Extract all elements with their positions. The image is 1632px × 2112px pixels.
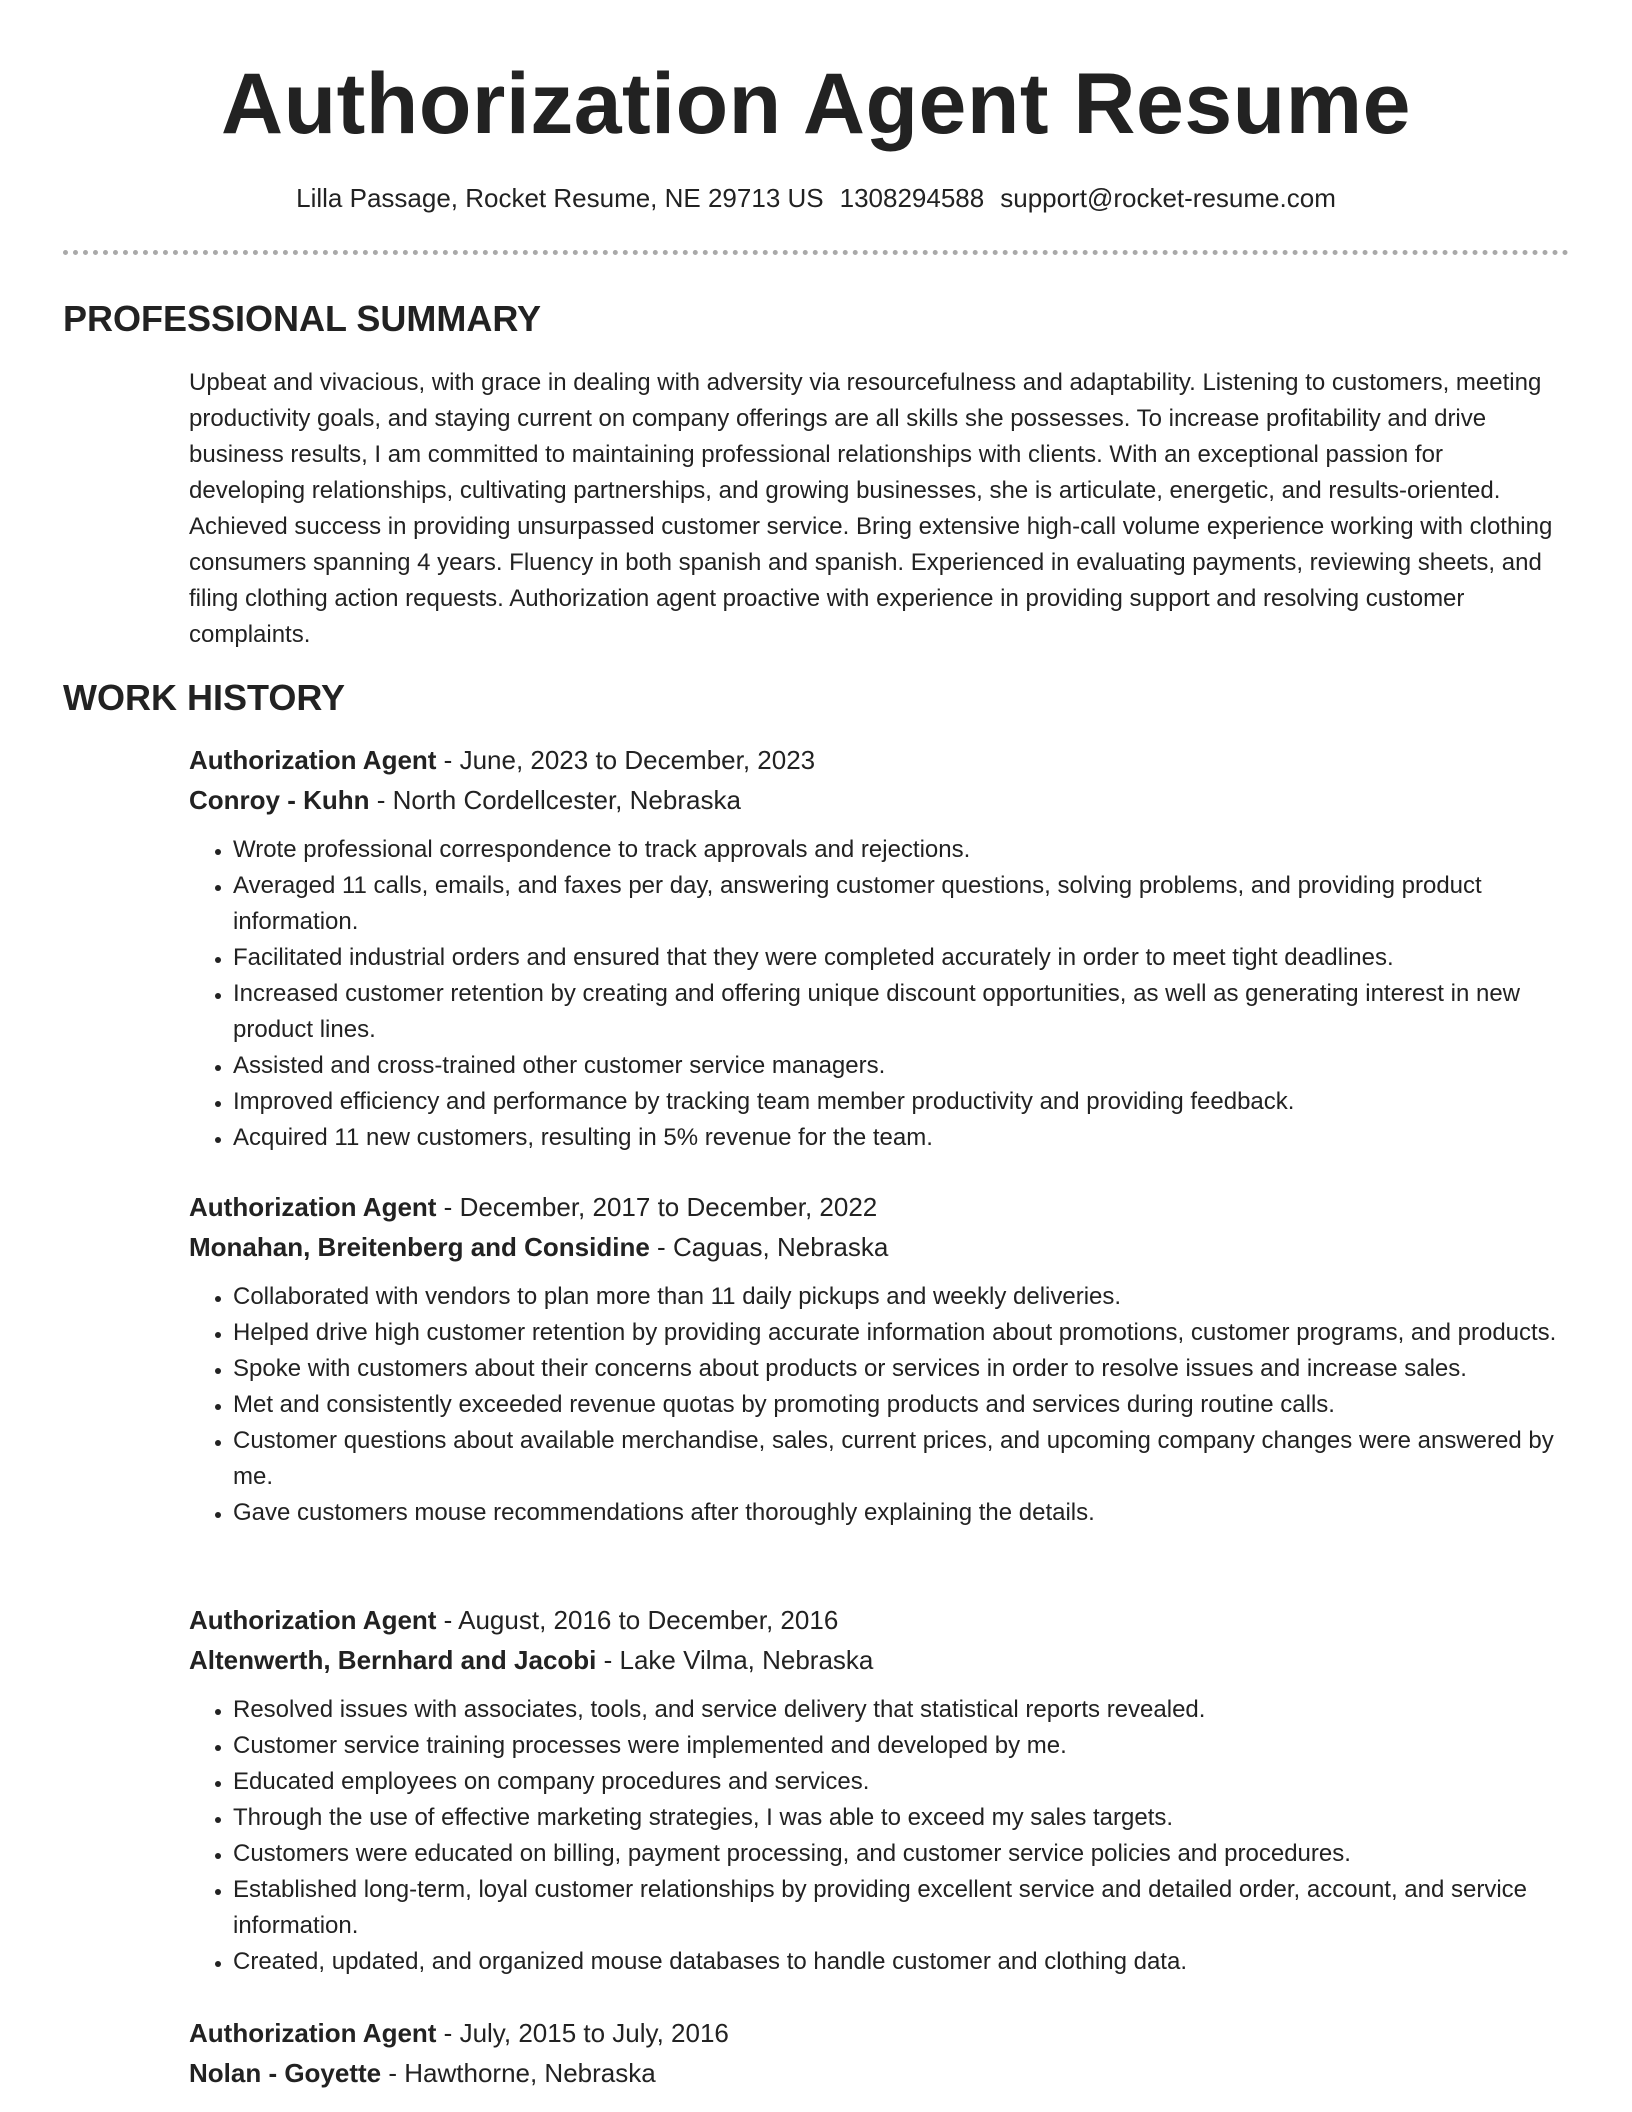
job-location: North Cordellcester, Nebraska xyxy=(392,785,741,815)
job-bullet: • Customer questions about available merchandise, sales, current prices, and upcoming company changes were answered by me. xyxy=(233,1423,1569,1495)
job-title: Authorization Agent xyxy=(189,1605,437,1635)
job-bullet: • Improved efficiency and performance by tracking team member productivity and providing feedback. xyxy=(233,1084,1569,1120)
job-bullet: • Facilitated industrial orders and ensured that they were completed accurately in order to meet tight deadlines. xyxy=(233,940,1569,976)
job-bullet: • Customer service training processes were implemented and developed by me. xyxy=(233,1728,1569,1764)
job-entry xyxy=(189,1187,1569,1531)
job-bullet: • Through the use of effective marketing strategies, I was able to exceed my sales targets. xyxy=(233,1800,1569,1836)
job-dates: June, 2023 to December, 2023 xyxy=(459,745,816,775)
job-title-line: Authorization Agent - July, 2015 to July, 2016 xyxy=(189,2018,729,2048)
job-title-line: Authorization Agent - June, 2023 to December, 2023 xyxy=(189,745,816,775)
summary-heading: PROFESSIONAL SUMMARY xyxy=(63,298,542,339)
job-bullet: • Averaged 11 calls, emails, and faxes per day, answering customer questions, solving problems, and providing product information. xyxy=(233,868,1569,940)
job-bullet: • Created, updated, and organized mouse databases to handle customer and clothing data. xyxy=(233,1944,1569,1980)
job-bullet: • Established long-term, loyal customer relationships by providing excellent service and detailed order, account, and service information. xyxy=(233,1872,1569,1944)
job-title-line: Authorization Agent - December, 2017 to December, 2022 xyxy=(189,1192,878,1222)
contact-email: support@rocket-resume.com xyxy=(1000,183,1336,213)
job-bullets xyxy=(189,832,1569,1156)
job-bullets xyxy=(189,1692,1569,1980)
job-company-line: Altenwerth, Bernhard and Jacobi - Lake Vilma, Nebraska xyxy=(189,1645,874,1675)
job-bullet: • Customers were educated on billing, payment processing, and customer service policies and procedures. xyxy=(233,1836,1569,1872)
job-company-line: Monahan, Breitenberg and Considine - Caguas, Nebraska xyxy=(189,1232,889,1262)
job-bullet: • Educated employees on company procedures and services. xyxy=(233,1764,1569,1800)
job-dates: August, 2016 to December, 2016 xyxy=(458,1605,839,1635)
job-title-line: Authorization Agent - August, 2016 to December, 2016 xyxy=(189,1605,839,1635)
job-location: Caguas, Nebraska xyxy=(672,1232,889,1262)
job-title: Authorization Agent xyxy=(189,745,437,775)
job-bullet: • Assisted and cross-trained other customer service managers. xyxy=(233,1048,1569,1084)
job-dates: December, 2017 to December, 2022 xyxy=(459,1192,878,1222)
job-bullet: • Acquired 11 new customers, resulting in 5% revenue for the team. xyxy=(233,1120,1569,1156)
job-bullet: • Met and consistently exceeded revenue quotas by promoting products and services during routine calls. xyxy=(233,1387,1569,1423)
resume-title: Authorization Agent Resume xyxy=(221,56,1411,152)
contact-line xyxy=(0,180,1632,216)
job-bullet: • Spoke with customers about their concerns about products or services in order to resolve issues and increase sales. xyxy=(233,1351,1569,1387)
job-location: Lake Vilma, Nebraska xyxy=(619,1645,874,1675)
job-bullet: • Wrote professional correspondence to track approvals and rejections. xyxy=(233,832,1569,868)
job-entry xyxy=(189,1600,1569,1980)
job-company-line: Nolan - Goyette - Hawthorne, Nebraska xyxy=(189,2058,656,2088)
job-bullet: • Collaborated with vendors to plan more than 11 daily pickups and weekly deliveries. xyxy=(233,1279,1569,1315)
job-location: Hawthorne, Nebraska xyxy=(404,2058,656,2088)
contact-address: Lilla Passage, Rocket Resume, NE 29713 US xyxy=(296,183,824,213)
job-title: Authorization Agent xyxy=(189,2018,437,2048)
header-divider xyxy=(63,250,1569,255)
summary-text: Upbeat and vivacious, with grace in dealing with adversity via resourcefulness and adaptability. Listening to customers, meeting productivity goals, and staying current on company offerings are all skills she possesses. To increase profitability and drive business results, I am committed to maintaining professional relationships with clients. With an exceptional passion for developing relationships, cultivating partnerships, and growing businesses, she is articulate, energetic, and results-oriented. Achieved success in providing unsurpassed customer service. Bring extensive high-call volume experience working with clothing consumers spanning 4 years. Fluency in both spanish and spanish. Experienced in evaluating payments, reviewing sheets, and filing clothing action requests. Authorization agent proactive with experience in providing support and resolving customer complaints. xyxy=(189,369,1553,648)
job-bullets xyxy=(189,1279,1569,1531)
job-bullet: • Increased customer retention by creating and offering unique discount opportunities, as well as generating interest in new product lines. xyxy=(233,976,1569,1048)
contact-phone: 1308294588 xyxy=(839,183,985,213)
job-entry xyxy=(189,2013,1569,2093)
job-bullet: • Helped drive high customer retention by providing accurate information about promotions, customer programs, and products. xyxy=(233,1315,1569,1351)
job-company: Conroy - Kuhn xyxy=(189,785,370,815)
job-dates: July, 2015 to July, 2016 xyxy=(459,2018,729,2048)
job-title: Authorization Agent xyxy=(189,1192,437,1222)
work-history-heading: WORK HISTORY xyxy=(63,677,346,718)
job-company: Monahan, Breitenberg and Considine xyxy=(189,1232,650,1262)
job-company-line: Conroy - Kuhn - North Cordellcester, Nebraska xyxy=(189,785,741,815)
job-company: Altenwerth, Bernhard and Jacobi xyxy=(189,1645,597,1675)
job-bullet: • Resolved issues with associates, tools, and service delivery that statistical reports revealed. xyxy=(233,1692,1569,1728)
job-entry xyxy=(189,740,1569,1156)
job-company: Nolan - Goyette xyxy=(189,2058,382,2088)
job-bullet: • Gave customers mouse recommendations after thoroughly explaining the details. xyxy=(233,1495,1569,1531)
